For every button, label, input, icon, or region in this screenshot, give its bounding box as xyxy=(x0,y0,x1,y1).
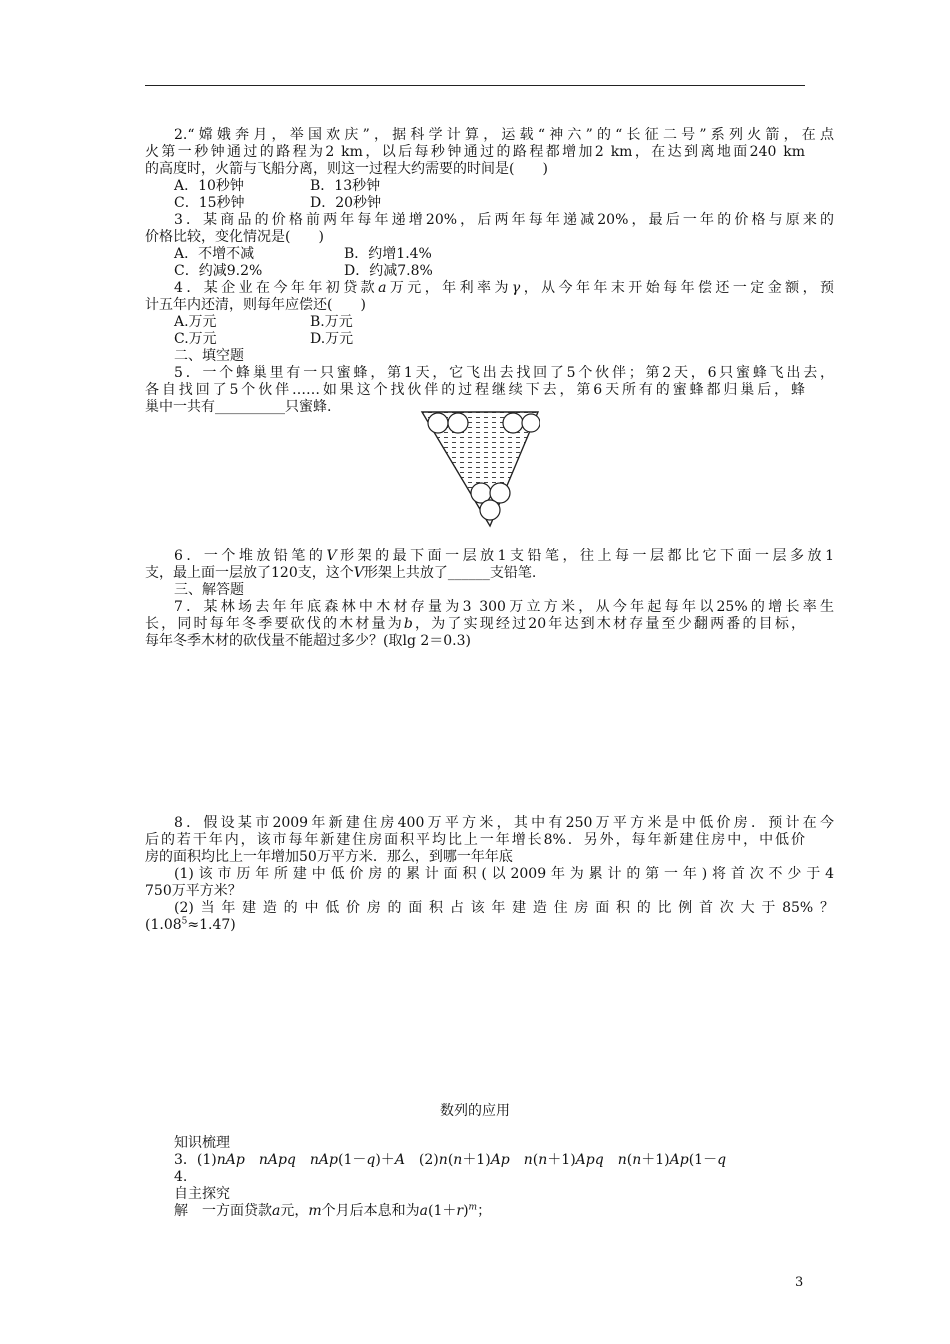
answer-heading-explore: 自主探究 xyxy=(174,1186,230,1202)
a3-11: (2) xyxy=(404,1152,439,1168)
q6-text-d: 形架上共放了______支铅笔. xyxy=(363,565,537,581)
a5-4: m xyxy=(308,1203,322,1219)
q6-line-2 xyxy=(145,565,805,582)
q4-line-1 xyxy=(145,280,834,297)
q8-line-2: 后的若干年内，该市每年新建住房面积平均比上一年增长8%．另外，每年新建住房中，中低价 xyxy=(145,832,805,848)
q7-text-a: 长，同时每年冬季要砍伐的木材量为 xyxy=(145,616,404,632)
a3-29: (1－ xyxy=(688,1152,718,1168)
a3-1: 3．(1) xyxy=(174,1152,217,1168)
a5-9: ) xyxy=(463,1203,469,1219)
q8-line-1: 8．假设某市2009年新建住房400万平方米，其中有250万平方米是中低价房．预计在今 xyxy=(174,815,834,831)
q4-text-b: 万元，年利率为 xyxy=(386,280,512,296)
a3-2: nAp xyxy=(216,1152,245,1168)
q8-line-7 xyxy=(145,917,805,934)
q8-line-3: 房的面积均比上一年增加50万平方米．那么，到哪一年年底 xyxy=(145,849,513,865)
a5-3: 元， xyxy=(280,1203,309,1219)
q8-line-6: (2)当年建造的中低价房的面积占该年建造住房面积的比例首次大于85%？ xyxy=(174,900,834,916)
a3-25: ( xyxy=(626,1152,633,1168)
a3-4: nApq xyxy=(258,1152,296,1168)
a3-28: Ap xyxy=(669,1152,689,1168)
a5-8: r xyxy=(456,1203,464,1219)
q7-text-b: ，为了实现经过20年达到木材存量至少翻两番的目标， xyxy=(412,616,805,632)
q4-line-2: 计五年内还清，则每年应偿还( ) xyxy=(145,297,366,313)
answer-title: 数列的应用 xyxy=(440,1103,510,1119)
q3-line-1: 3．某商品的价格前两年每年递增20%，后两年每年递减20%，最后一年的价格与原来的 xyxy=(174,212,834,228)
a3-21: ＋1) xyxy=(547,1152,576,1168)
q2-line-3: 的高度时，火箭与飞船分离，则这一过程大约需要的时间是( ) xyxy=(145,161,548,177)
q7-var-b: b xyxy=(403,616,413,632)
q3-option-a: A．不增不减 xyxy=(174,246,255,262)
a3-23 xyxy=(604,1152,618,1168)
a3-30: q xyxy=(717,1152,727,1168)
q2-option-d: D．20秒钟 xyxy=(310,195,382,211)
q2-line-2: 火第一秒钟通过的路程为2 km，以后每秒钟通过的路程都增加2 km，在达到离地面240 km xyxy=(145,144,805,160)
answer-line-4: 4. xyxy=(174,1169,188,1185)
q2-line-1: 2.“嫦娥奔月，举国欢庆”，据科学计算，运载“神六”的“长征二号”系列火箭，在点 xyxy=(174,127,834,143)
q2-option-c: C．15秒钟 xyxy=(174,195,245,211)
q6-var-v2: V xyxy=(353,565,364,581)
q4-option-b: B.万元 xyxy=(310,314,353,330)
q6-text-a: 6．一个堆放铅笔的 xyxy=(174,548,327,564)
a3-24: n xyxy=(617,1152,627,1168)
a5-6: a xyxy=(419,1203,428,1219)
q5-line-2: 各自找回了5个伙伴……如果这个找伙伴的过程继续下去，第6天所有的蜜蜂都归巢后，蜂 xyxy=(145,382,805,398)
page-number: 3 xyxy=(795,1275,804,1290)
a3-27: ＋1) xyxy=(641,1152,670,1168)
answer-line-3 xyxy=(174,1152,726,1169)
header-rule xyxy=(145,85,805,86)
a3-13: ( xyxy=(447,1152,454,1168)
q6-var-v: V xyxy=(326,548,337,564)
q4-text-a: 4．某企业在今年年初贷款 xyxy=(174,280,379,296)
a3-17 xyxy=(510,1152,524,1168)
q4-option-a: A.万元 xyxy=(174,314,217,330)
q7-line-3: 每年冬季木材的砍伐量不能超过多少？(取lg 2＝0.3) xyxy=(145,633,471,649)
q8-text-b: ≈1.47) xyxy=(187,917,236,933)
q3-option-b: B．约增1.4% xyxy=(344,246,432,262)
q7-line-2 xyxy=(145,616,805,633)
q4-option-c: C.万元 xyxy=(174,331,217,347)
a3-15: ＋1) xyxy=(462,1152,491,1168)
q3-option-c: C．约减9.2% xyxy=(174,263,263,279)
q8-exponent: 5 xyxy=(181,916,188,927)
section-fill-in-heading: 二、填空题 xyxy=(174,348,244,364)
q2-option-b: B．13秒钟 xyxy=(310,178,381,194)
a5-7: (1＋ xyxy=(428,1203,457,1219)
a5-2: a xyxy=(272,1203,281,1219)
a3-12: n xyxy=(438,1152,448,1168)
q2-option-a: A．10秒钟 xyxy=(174,178,244,194)
q5-line-1: 5．一个蜂巢里有一只蜜蜂，第1天，它飞出去找回了5个伙伴；第2天，6只蜜蜂飞出去， xyxy=(174,365,834,381)
q6-text-b: 形架的最下面一层放1支铅笔，往上每一层都比它下面一层多放1 xyxy=(336,548,834,564)
v-rack-figure xyxy=(420,410,540,530)
a3-16: Ap xyxy=(490,1152,510,1168)
a3-22: Apq xyxy=(575,1152,604,1168)
a5-10: m xyxy=(468,1202,478,1213)
a3-26: n xyxy=(632,1152,642,1168)
a5-5: 个月后本息和为 xyxy=(321,1203,420,1219)
a3-19: ( xyxy=(532,1152,539,1168)
q4-var-gamma: γ xyxy=(511,280,521,296)
a3-8: q xyxy=(366,1152,376,1168)
a3-20: n xyxy=(538,1152,548,1168)
a3-7: (1－ xyxy=(338,1152,367,1168)
q3-line-2: 价格比较，变化情况是( ) xyxy=(145,229,324,245)
a3-6: nAp xyxy=(309,1152,338,1168)
q7-line-1: 7．某林场去年年底森林中木材存量为3 300万立方米，从今年起每年以25%的增长率生 xyxy=(174,599,834,615)
a5-1: 解 一方面贷款 xyxy=(174,1203,272,1219)
a3-5 xyxy=(296,1152,310,1168)
q4-option-d: D.万元 xyxy=(310,331,354,347)
a3-9: )＋ xyxy=(375,1152,395,1168)
q8-text-a: (1.08 xyxy=(145,917,182,933)
a5-11: ； xyxy=(477,1203,492,1219)
answer-line-5 xyxy=(174,1203,491,1220)
q6-text-c: 支，最上面一层放了120支，这个 xyxy=(145,565,354,581)
a3-14: n xyxy=(453,1152,463,1168)
q8-line-5: 750万平方米？ xyxy=(145,883,242,899)
q4-text-c: ，从今年年末开始每年偿还一定金额，预 xyxy=(520,280,835,296)
a3-18: n xyxy=(523,1152,533,1168)
a3-3 xyxy=(245,1152,259,1168)
q5-line-3: 巢中一共有__________只蜜蜂. xyxy=(145,399,332,415)
answer-heading-knowledge: 知识梳理 xyxy=(174,1135,230,1151)
a3-10: A xyxy=(394,1152,405,1168)
section-answer-heading: 三、解答题 xyxy=(174,582,244,598)
q4-var-a: a xyxy=(378,280,387,296)
q3-option-d: D．约减7.8% xyxy=(344,263,433,279)
q8-line-4: (1)该市历年所建中低价房的累计面积(以2009年为累计的第一年)将首次不少于4 xyxy=(174,866,834,882)
q6-line-1 xyxy=(145,548,834,565)
